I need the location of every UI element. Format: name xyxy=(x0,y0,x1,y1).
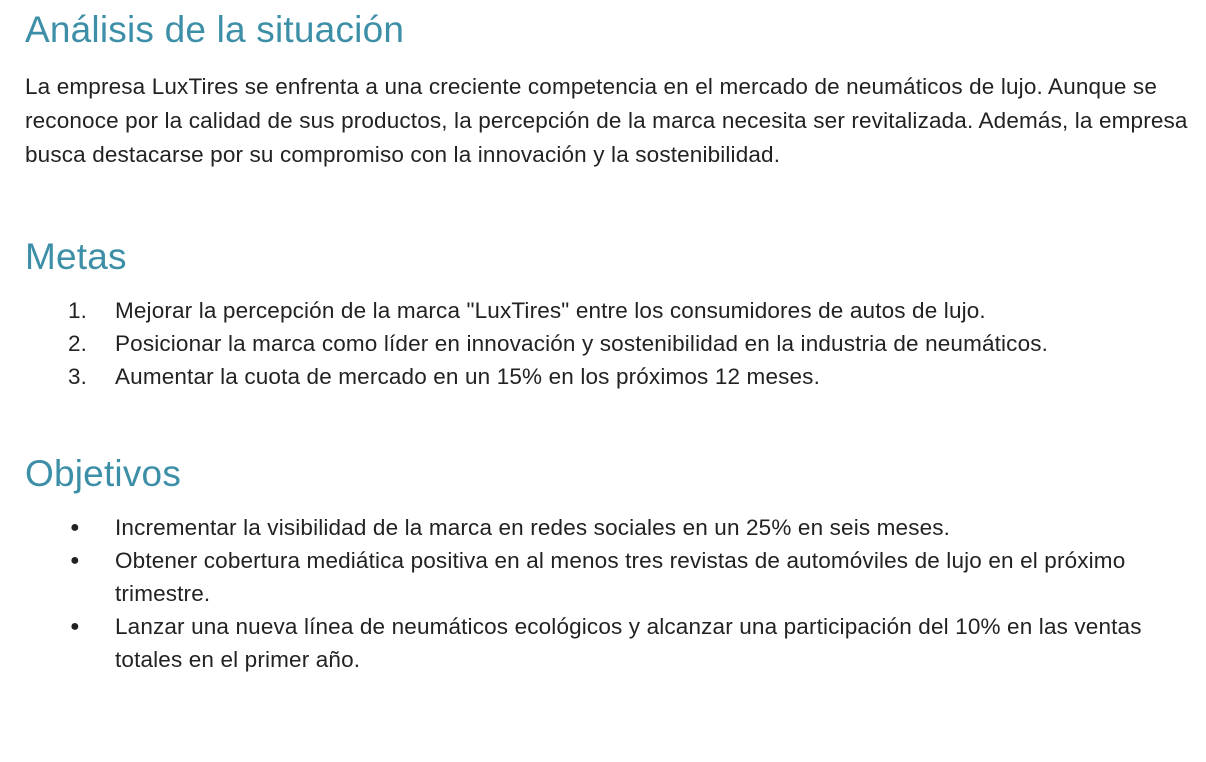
bullet-icon: ● xyxy=(70,618,80,635)
bullet-icon: ● xyxy=(70,552,80,569)
objective-item xyxy=(25,610,1195,676)
goal-number: 1. xyxy=(68,298,88,323)
goal-text: Aumentar la cuota de mercado en un 15% en los próximos 12 meses. xyxy=(115,364,820,389)
objective-item xyxy=(25,544,1195,610)
analysis-heading: Análisis de la situación xyxy=(25,9,405,50)
objectives-list xyxy=(25,511,1195,676)
goals-list xyxy=(25,294,1195,393)
objectives-heading: Objetivos xyxy=(25,453,182,494)
bullet-icon: ● xyxy=(70,519,80,536)
goal-text: Posicionar la marca como líder en innovación y sostenibilidad en la industria de neumáticos. xyxy=(115,331,1049,356)
objective-text: Lanzar una nueva línea de neumáticos ecológicos y alcanzar una participación del 10% en las ventas totales en el primer año. xyxy=(115,614,1142,672)
goal-item xyxy=(25,327,1195,360)
objective-text: Incrementar la visibilidad de la marca en redes sociales en un 25% en seis meses. xyxy=(115,515,951,540)
goal-number: 2. xyxy=(68,331,88,356)
objective-text: Obtener cobertura mediática positiva en al menos tres revistas de automóviles de lujo en el próximo trimestre. xyxy=(115,548,1126,606)
goals-heading: Metas xyxy=(25,236,127,277)
goal-item xyxy=(25,360,1195,393)
goal-text: Mejorar la percepción de la marca "LuxTires" entre los consumidores de autos de lujo. xyxy=(115,298,986,323)
objective-item xyxy=(25,511,1195,544)
analysis-paragraph: La empresa LuxTires se enfrenta a una creciente competencia en el mercado de neumáticos de lujo. Aunque se reconoce por la calidad de sus productos, la percepción de la marca necesita ser revitalizada. Además, la empresa busca destacarse por su compromiso con la innovación y la sostenibilidad. xyxy=(25,74,1188,167)
goal-number: 3. xyxy=(68,364,88,389)
document xyxy=(25,0,1195,676)
goal-item xyxy=(25,294,1195,327)
